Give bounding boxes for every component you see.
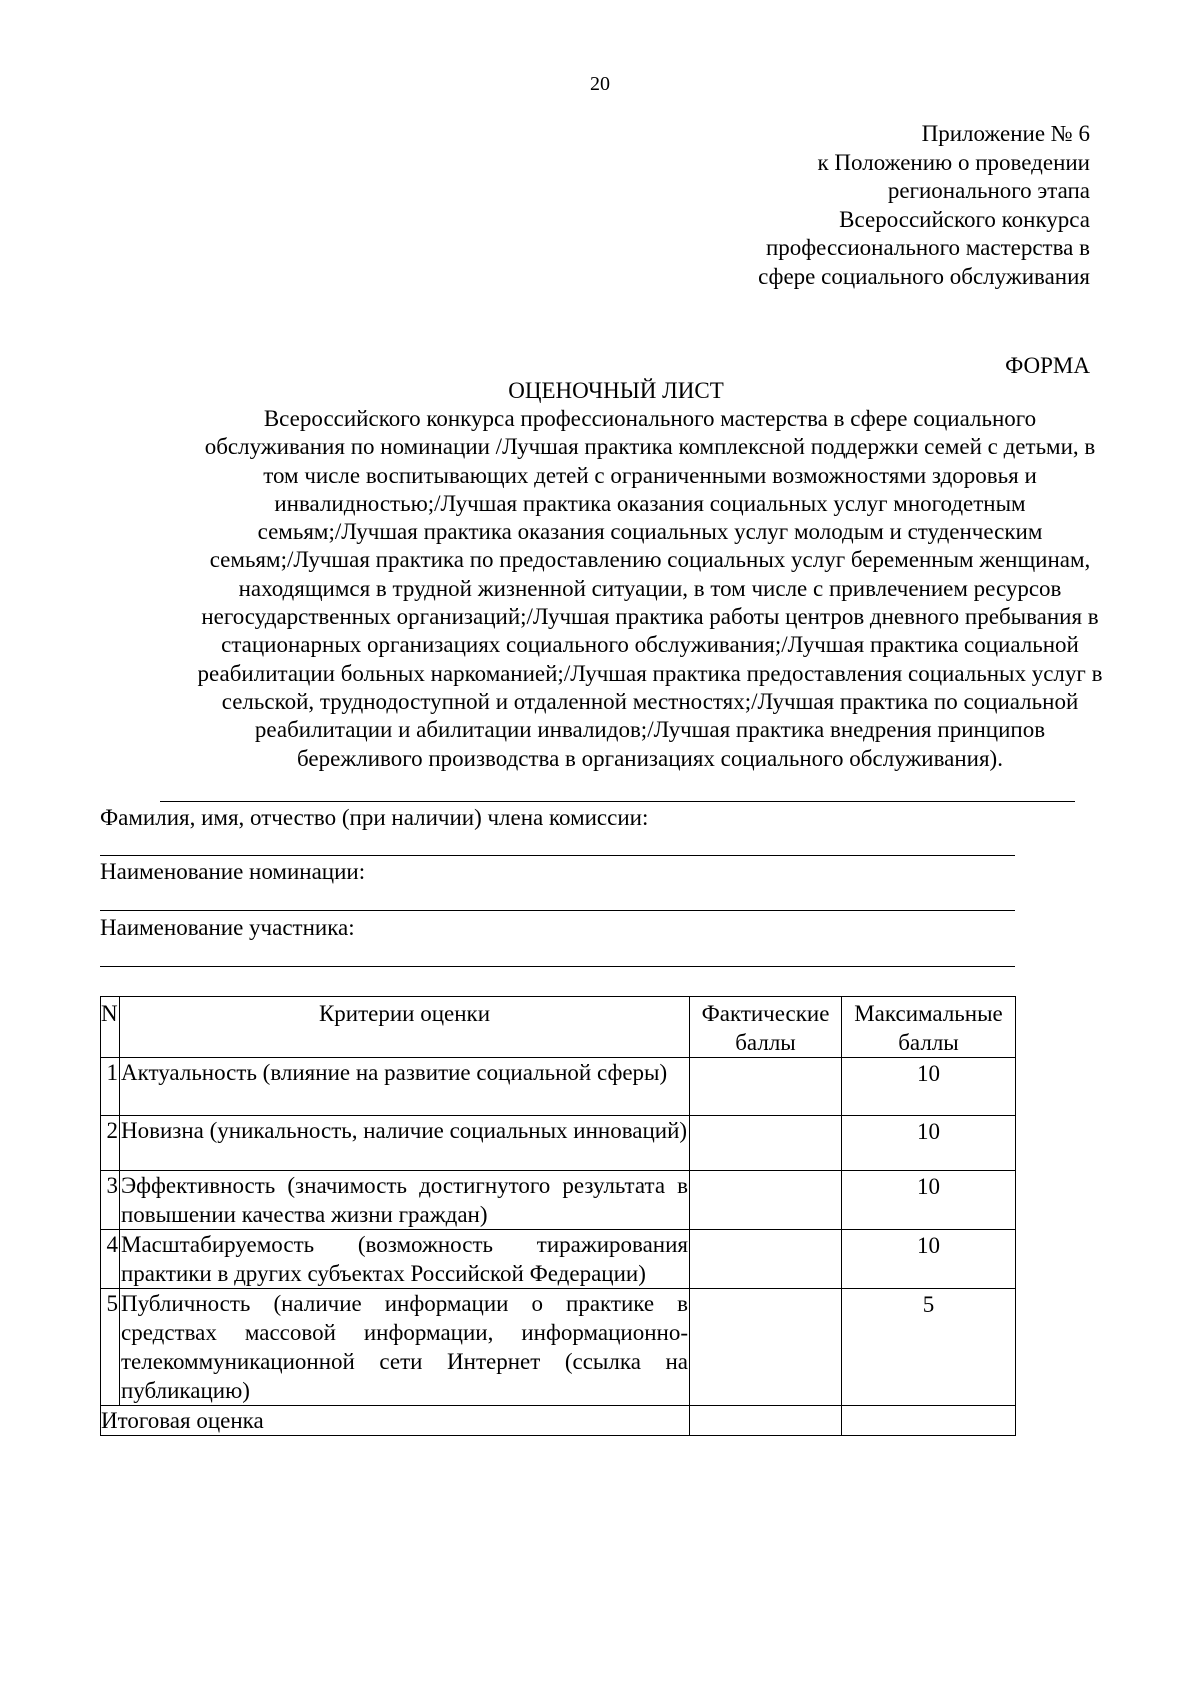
description-underline	[160, 801, 1075, 802]
row-number: 5	[101, 1289, 120, 1406]
total-label: Итоговая оценка	[101, 1406, 690, 1436]
description-line: реабилитации больных наркоманией;/Лучшая практика предоставления социальных услуг в	[197, 660, 1103, 686]
row-number: 2	[101, 1116, 120, 1171]
form-label: ФОРМА	[1005, 353, 1090, 378]
participant-label: Наименование участника:	[100, 915, 355, 940]
total-row	[101, 1406, 1016, 1436]
description-line: находящимся в трудной жизненной ситуации, в том числе с привлечением ресурсов	[238, 575, 1062, 601]
description-line: негосударственных организаций;/Лучшая практика работы центров дневного пребывания в	[201, 604, 1099, 630]
description-line: бережливого производства в организациях социального обслуживания).	[297, 745, 1003, 771]
description-line: том числе воспитывающих детей с ограниченными возможностями здоровья и	[263, 462, 1037, 488]
description-line: обслуживания по номинации /Лучшая практика комплексной поддержки семей с детьми, в	[204, 434, 1096, 460]
table-header-row	[101, 997, 1016, 1058]
criterion-cell: Публичность (наличие информации о практике в средствах массовой информации, информационно-телекоммуникационной сети Интернет (ссылка на публикацию)	[120, 1289, 690, 1406]
header-max: Максимальные баллы	[842, 997, 1016, 1058]
max-score-cell: 10	[842, 1230, 1016, 1289]
table-row	[101, 1171, 1016, 1230]
member-label: Фамилия, имя, отчество (при наличии) члена комиссии:	[100, 805, 649, 830]
row-number: 1	[101, 1058, 120, 1116]
table-row	[101, 1116, 1016, 1171]
max-score-cell: 10	[842, 1171, 1016, 1230]
description-line: реабилитации и абилитации инвалидов;/Лучшая практика внедрения принципов	[254, 717, 1046, 743]
description-line: инвалидностью;/Лучшая практика оказания социальных услуг многодетным	[274, 490, 1026, 516]
appendix-reference	[570, 120, 1090, 291]
nomination-field[interactable]	[100, 910, 1015, 911]
appendix-line: регионального этапа	[887, 178, 1090, 203]
nomination-label: Наименование номинации:	[100, 859, 366, 884]
appendix-line: сфере социального обслуживания	[758, 263, 1090, 289]
table-row	[101, 1230, 1016, 1289]
header-criteria: Критерии оценки	[120, 997, 690, 1058]
criterion-cell: Эффективность (значимость достигнутого результата в повышении качества жизни граждан)	[120, 1171, 690, 1230]
description-line: семьям;/Лучшая практика оказания социальных услуг молодым и студенческим	[257, 519, 1043, 545]
appendix-line: Приложение № 6	[921, 121, 1090, 146]
description-line: Всероссийского конкурса профессионального мастерства в сфере социального	[263, 406, 1037, 431]
document-description	[160, 405, 1140, 773]
description-line: семьям;/Лучшая практика по предоставлению социальных услуг беременным женщинам,	[209, 547, 1091, 573]
row-number: 3	[101, 1171, 120, 1230]
participant-field[interactable]	[100, 966, 1015, 967]
appendix-line: к Положению о проведении	[817, 149, 1090, 175]
actual-score-cell[interactable]	[690, 1058, 842, 1116]
member-field[interactable]	[100, 855, 1015, 856]
total-max-cell	[842, 1406, 1016, 1436]
max-score-cell: 10	[842, 1116, 1016, 1171]
total-actual-cell[interactable]	[690, 1406, 842, 1436]
table-body	[101, 1058, 1016, 1406]
criterion-cell: Актуальность (влияние на развитие социальной сферы)	[120, 1058, 690, 1116]
header-num: N	[101, 997, 120, 1058]
max-score-cell: 5	[842, 1289, 1016, 1406]
page-number: 20	[590, 73, 610, 95]
table-row	[101, 1289, 1016, 1406]
table-row	[101, 1058, 1016, 1116]
appendix-line: профессионального мастерства в	[765, 235, 1090, 260]
criterion-cell: Масштабируемость (возможность тиражирования практики в других субъектах Российской Федерации)	[120, 1230, 690, 1289]
document-title: ОЦЕНОЧНЫЙ ЛИСТ	[508, 378, 724, 403]
header-actual: Фактические баллы	[690, 997, 842, 1058]
actual-score-cell[interactable]	[690, 1116, 842, 1171]
criterion-cell: Новизна (уникальность, наличие социальных инноваций)	[120, 1116, 690, 1171]
description-line: стационарных организациях социального обслуживания;/Лучшая практика социальной	[221, 632, 1079, 658]
actual-score-cell[interactable]	[690, 1171, 842, 1230]
actual-score-cell[interactable]	[690, 1289, 842, 1406]
appendix-line: Всероссийского конкурса	[839, 206, 1090, 232]
criteria-table	[100, 996, 1016, 1436]
max-score-cell: 10	[842, 1058, 1016, 1116]
actual-score-cell[interactable]	[690, 1230, 842, 1289]
row-number: 4	[101, 1230, 120, 1289]
description-line: сельской, труднодоступной и отдаленной местностях;/Лучшая практика по социальной	[221, 688, 1079, 714]
